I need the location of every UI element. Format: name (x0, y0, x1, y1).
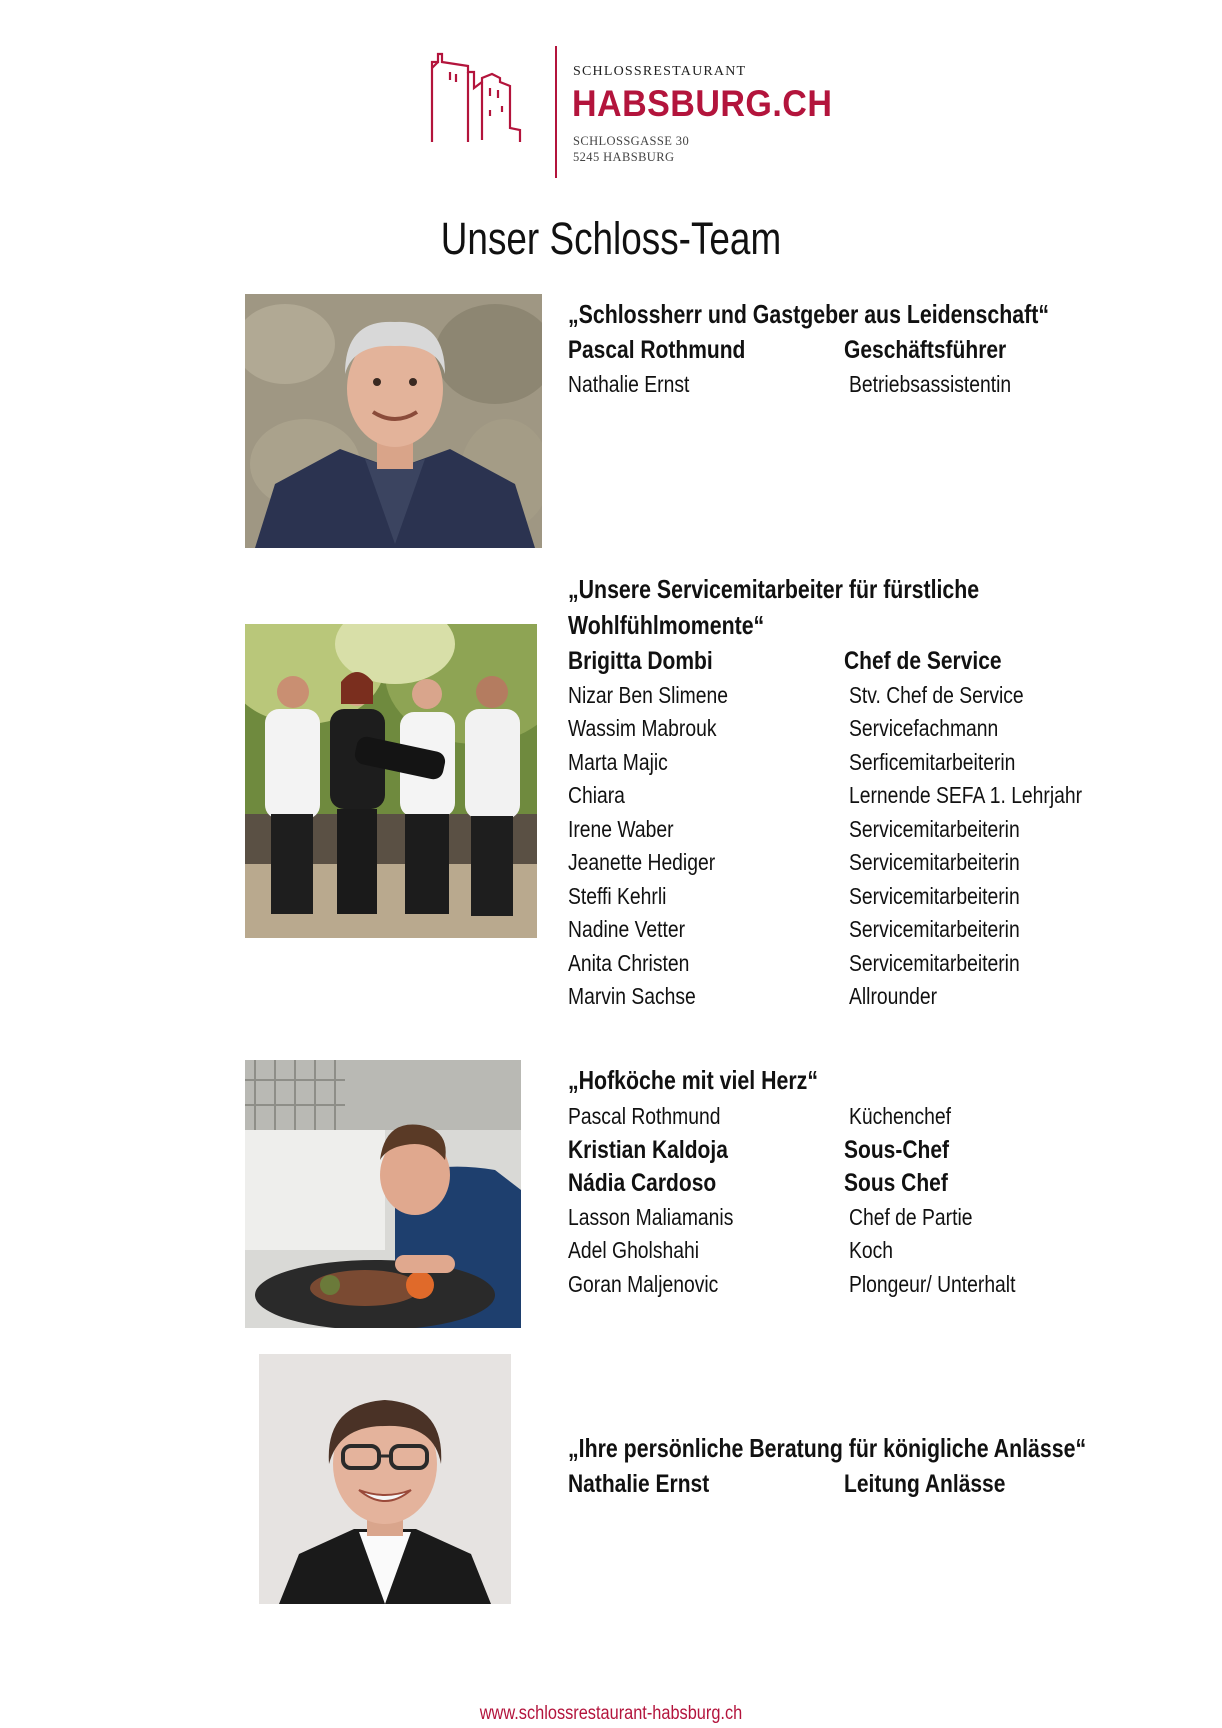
member-name: Pascal Rothmund (568, 1103, 721, 1129)
member-name: Brigitta Dombi (568, 647, 713, 675)
address-city: 5245 HABSBURG (573, 150, 675, 164)
team-member-row (568, 679, 1098, 713)
member-role: Betriebsassistentin (849, 370, 1012, 397)
photo-schlossherr (245, 294, 542, 548)
team-member-row (568, 1100, 1098, 1134)
castle-icon (428, 48, 540, 144)
member-role: Servicemitarbeiterin (849, 849, 1020, 875)
member-role: Sous Chef (844, 1169, 948, 1197)
team-member-row (568, 1234, 1098, 1268)
member-name: Steffi Kehrli (568, 882, 667, 909)
logo-address (573, 133, 689, 165)
member-name: Jeanette Hediger (568, 849, 716, 875)
member-role: Sous-Chef (844, 1135, 949, 1164)
member-name: Pascal Rothmund (568, 336, 746, 364)
team-member-row (568, 368, 1098, 402)
team-member-row (568, 1201, 1098, 1235)
section-service (568, 571, 1098, 1014)
team-member-row (568, 712, 1098, 746)
member-name: Anita Christen (568, 949, 690, 976)
member-role: Chef de Service (844, 647, 1002, 675)
logo-divider (555, 46, 557, 178)
team-member-row (568, 779, 1098, 813)
member-name: Nádia Cardoso (568, 1169, 717, 1197)
section-events (568, 1430, 1098, 1502)
member-role: Servicemitarbeiterin (849, 916, 1020, 942)
member-role: Stv. Chef de Service (849, 681, 1024, 708)
photo-event-manager (259, 1354, 511, 1604)
member-name: Adel Gholshahi (568, 1237, 700, 1263)
member-role: Allrounder (849, 983, 938, 1009)
member-role: Servicemitarbeiterin (849, 949, 1020, 976)
team-member-row (568, 1167, 1098, 1201)
team-member-row (568, 947, 1098, 981)
member-role: Lernende SEFA 1. Lehrjahr (849, 782, 1083, 808)
member-role: Küchenchef (849, 1103, 952, 1129)
team-member-row (568, 980, 1098, 1014)
website-link[interactable]: www.schlossrestaurant-habsburg.ch (479, 1703, 743, 1724)
team-member-row (568, 846, 1098, 880)
member-role: Serficemitarbeiterin (849, 748, 1016, 775)
logo-subtitle: SCHLOSSRESTAURANT (573, 64, 747, 79)
section-heading: „Ihre persönliche Beratung für königliche Anlässe“ (568, 1433, 1087, 1463)
photo-kitchen-chef (245, 1060, 521, 1328)
member-role: Chef de Partie (849, 1203, 973, 1230)
member-name: Marvin Sachse (568, 983, 696, 1009)
team-member-row (568, 334, 1098, 368)
member-name: Goran Maljenovic (568, 1270, 719, 1297)
member-name: Lasson Maliamanis (568, 1203, 734, 1230)
member-name: Nathalie Ernst (568, 1470, 710, 1498)
member-name: Irene Waber (568, 815, 674, 842)
team-member-row (568, 1468, 1098, 1502)
member-role: Geschäftsführer (844, 336, 1007, 364)
member-role: Plongeur/ Unterhalt (849, 1270, 1016, 1297)
member-role: Koch (849, 1237, 894, 1263)
team-member-row (568, 746, 1098, 780)
member-name: Wassim Mabrouk (568, 715, 717, 741)
team-member-row (568, 1268, 1098, 1302)
member-name: Chiara (568, 782, 625, 808)
page-title: Unser Schloss-Team (440, 213, 782, 264)
team-member-row (568, 645, 1098, 679)
section-heading-line2: Wohlfühlmomente“ (568, 610, 765, 640)
member-name: Kristian Kaldoja (568, 1135, 728, 1164)
member-role: Servicemitarbeiterin (849, 882, 1020, 909)
section-schlossherr (568, 296, 1098, 401)
address-street: SCHLOSSGASSE 30 (573, 134, 690, 148)
member-name: Marta Majic (568, 748, 668, 775)
section-kitchen (568, 1062, 1098, 1301)
team-member-row (568, 913, 1098, 947)
team-member-row (568, 813, 1098, 847)
member-name: Nizar Ben Slimene (568, 681, 728, 708)
member-role: Servicemitarbeiterin (849, 815, 1020, 842)
member-name: Nathalie Ernst (568, 370, 690, 397)
member-role: Leitung Anlässe (844, 1470, 1006, 1498)
member-name: Nadine Vetter (568, 916, 686, 942)
team-member-row (568, 880, 1098, 914)
member-role: Servicefachmann (849, 715, 999, 741)
photo-service-team (245, 624, 537, 938)
section-heading-line1: „Unsere Servicemitarbeiter für fürstliche (568, 574, 980, 604)
team-member-row (568, 1134, 1098, 1168)
logo-wordmark: HABSBURG.CH (572, 83, 833, 124)
section-heading: „Schlossherr und Gastgeber aus Leidenschaft“ (568, 299, 1050, 329)
restaurant-logo (428, 46, 833, 178)
section-heading: „Hofköche mit viel Herz“ (568, 1065, 818, 1095)
